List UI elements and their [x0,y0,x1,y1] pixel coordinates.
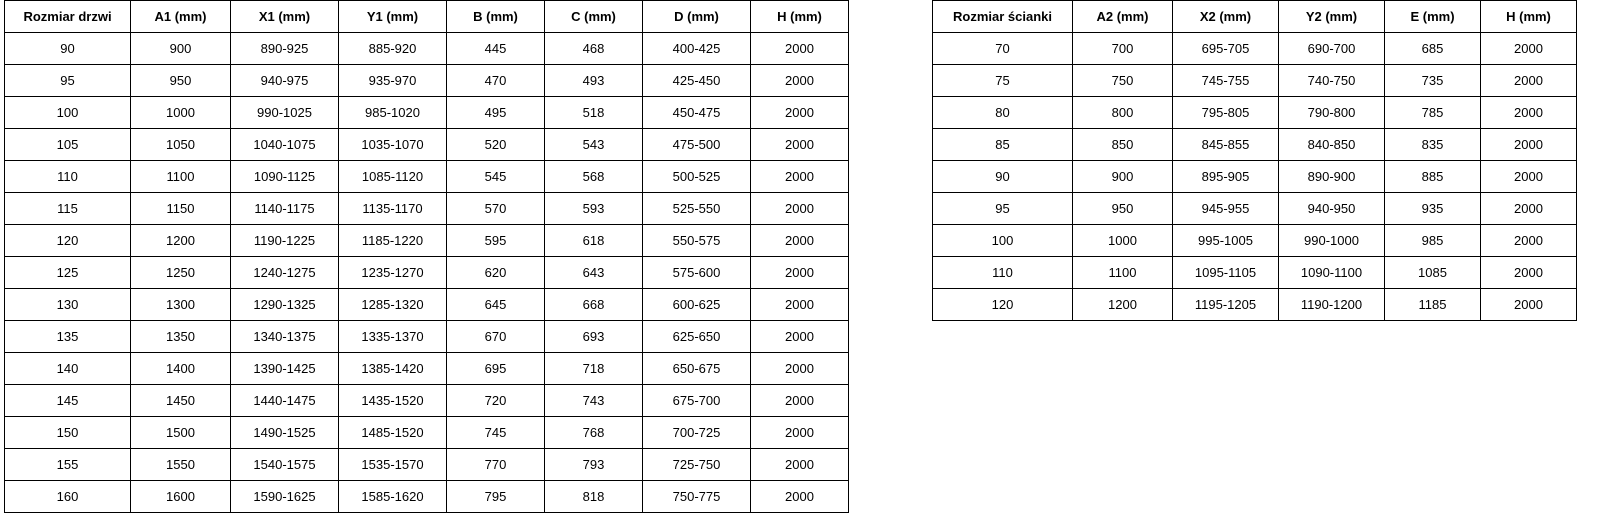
cell: 120 [5,225,131,257]
walls-dimension-table-container [932,0,1577,321]
cell: 2000 [751,97,849,129]
cell: 940-975 [231,65,339,97]
cell: 100 [5,97,131,129]
column-header-rozmiar-scianki: Rozmiar ścianki [933,1,1073,33]
cell: 818 [545,481,643,513]
table-row [5,417,849,449]
table-row [5,65,849,97]
table-row [5,481,849,513]
cell: 100 [933,225,1073,257]
cell: 985-1020 [339,97,447,129]
cell: 740-750 [1279,65,1385,97]
cell: 75 [933,65,1073,97]
cell: 593 [545,193,643,225]
cell: 1085 [1385,257,1481,289]
cell: 895-905 [1173,161,1279,193]
column-header-x2: X2 (mm) [1173,1,1279,33]
cell: 145 [5,385,131,417]
cell: 725-750 [643,449,751,481]
cell: 1140-1175 [231,193,339,225]
cell: 2000 [751,65,849,97]
cell: 2000 [751,449,849,481]
cell: 1190-1200 [1279,289,1385,321]
cell: 618 [545,225,643,257]
cell: 620 [447,257,545,289]
cell: 750 [1073,65,1173,97]
table-row [5,321,849,353]
column-header-d: D (mm) [643,1,751,33]
cell: 2000 [1481,161,1577,193]
doors-dimension-table-container [4,0,849,513]
cell: 543 [545,129,643,161]
cell: 2000 [751,33,849,65]
cell: 800 [1073,97,1173,129]
cell: 2000 [1481,33,1577,65]
cell: 140 [5,353,131,385]
cell: 600-625 [643,289,751,321]
table-row [933,225,1577,257]
cell: 525-550 [643,193,751,225]
cell: 2000 [751,353,849,385]
cell: 1095-1105 [1173,257,1279,289]
cell: 110 [5,161,131,193]
cell: 2000 [751,193,849,225]
cell: 795 [447,481,545,513]
cell: 700 [1073,33,1173,65]
cell: 1450 [131,385,231,417]
cell: 685 [1385,33,1481,65]
cell: 935-970 [339,65,447,97]
cell: 625-650 [643,321,751,353]
cell: 645 [447,289,545,321]
cell: 425-450 [643,65,751,97]
cell: 835 [1385,129,1481,161]
cell: 750-775 [643,481,751,513]
doors-table-body [5,33,849,513]
cell: 1100 [1073,257,1173,289]
cell: 493 [545,65,643,97]
cell: 1085-1120 [339,161,447,193]
cell: 520 [447,129,545,161]
cell: 518 [545,97,643,129]
column-header-y1: Y1 (mm) [339,1,447,33]
cell: 2000 [751,417,849,449]
cell: 985 [1385,225,1481,257]
cell: 125 [5,257,131,289]
cell: 1200 [1073,289,1173,321]
table-row [5,225,849,257]
cell: 1435-1520 [339,385,447,417]
cell: 500-525 [643,161,751,193]
cell: 150 [5,417,131,449]
cell: 1340-1375 [231,321,339,353]
table-row [5,193,849,225]
walls-dimension-table [932,0,1577,321]
cell: 1540-1575 [231,449,339,481]
cell: 1040-1075 [231,129,339,161]
cell: 1000 [131,97,231,129]
cell: 2000 [1481,225,1577,257]
cell: 1035-1070 [339,129,447,161]
cell: 650-675 [643,353,751,385]
column-header-a1: A1 (mm) [131,1,231,33]
cell: 1135-1170 [339,193,447,225]
cell: 885-920 [339,33,447,65]
cell: 1390-1425 [231,353,339,385]
cell: 90 [5,33,131,65]
cell: 790-800 [1279,97,1385,129]
cell: 80 [933,97,1073,129]
cell: 735 [1385,65,1481,97]
cell: 890-900 [1279,161,1385,193]
cell: 1090-1100 [1279,257,1385,289]
table-row [933,193,1577,225]
cell: 695-705 [1173,33,1279,65]
column-header-y2: Y2 (mm) [1279,1,1385,33]
cell: 595 [447,225,545,257]
cell: 935 [1385,193,1481,225]
cell: 160 [5,481,131,513]
cell: 745 [447,417,545,449]
cell: 468 [545,33,643,65]
table-row [933,129,1577,161]
table-row [5,257,849,289]
cell: 450-475 [643,97,751,129]
cell: 1290-1325 [231,289,339,321]
cell: 2000 [1481,289,1577,321]
cell: 1240-1275 [231,257,339,289]
column-header-x1: X1 (mm) [231,1,339,33]
cell: 120 [933,289,1073,321]
cell: 990-1025 [231,97,339,129]
table-row [933,161,1577,193]
cell: 545 [447,161,545,193]
cell: 670 [447,321,545,353]
cell: 890-925 [231,33,339,65]
table-row [933,97,1577,129]
cell: 2000 [751,385,849,417]
cell: 1400 [131,353,231,385]
cell: 1590-1625 [231,481,339,513]
table-row [5,449,849,481]
cell: 1250 [131,257,231,289]
walls-table-header [933,1,1577,33]
cell: 95 [933,193,1073,225]
cell: 400-425 [643,33,751,65]
cell: 1485-1520 [339,417,447,449]
cell: 1050 [131,129,231,161]
doors-table-header [5,1,849,33]
cell: 1600 [131,481,231,513]
cell: 2000 [751,289,849,321]
cell: 2000 [751,257,849,289]
cell: 570 [447,193,545,225]
cell: 845-855 [1173,129,1279,161]
cell: 1190-1225 [231,225,339,257]
cell: 990-1000 [1279,225,1385,257]
cell: 105 [5,129,131,161]
table-row [5,33,849,65]
cell: 690-700 [1279,33,1385,65]
table-row [5,385,849,417]
cell: 2000 [1481,129,1577,161]
cell: 470 [447,65,545,97]
cell: 1335-1370 [339,321,447,353]
column-header-h: H (mm) [751,1,849,33]
cell: 1235-1270 [339,257,447,289]
cell: 2000 [1481,97,1577,129]
cell: 1440-1475 [231,385,339,417]
cell: 1550 [131,449,231,481]
cell: 1350 [131,321,231,353]
cell: 840-850 [1279,129,1385,161]
cell: 700-725 [643,417,751,449]
cell: 940-950 [1279,193,1385,225]
cell: 643 [545,257,643,289]
cell: 2000 [751,321,849,353]
cell: 70 [933,33,1073,65]
column-header-rozmiar-drzwi: Rozmiar drzwi [5,1,131,33]
cell: 1385-1420 [339,353,447,385]
cell: 795-805 [1173,97,1279,129]
cell: 945-955 [1173,193,1279,225]
cell: 995-1005 [1173,225,1279,257]
table-row [5,161,849,193]
cell: 900 [1073,161,1173,193]
table-row [933,257,1577,289]
cell: 85 [933,129,1073,161]
cell: 1185-1220 [339,225,447,257]
cell: 1150 [131,193,231,225]
column-header-a2: A2 (mm) [1073,1,1173,33]
table-header-row [5,1,849,33]
column-header-b: B (mm) [447,1,545,33]
cell: 785 [1385,97,1481,129]
cell: 850 [1073,129,1173,161]
table-header-row [933,1,1577,33]
cell: 1000 [1073,225,1173,257]
cell: 1500 [131,417,231,449]
table-row [5,353,849,385]
cell: 575-600 [643,257,751,289]
cell: 90 [933,161,1073,193]
cell: 885 [1385,161,1481,193]
table-row [933,289,1577,321]
cell: 2000 [751,225,849,257]
cell: 2000 [1481,257,1577,289]
cell: 745-755 [1173,65,1279,97]
table-row [5,97,849,129]
column-header-c: C (mm) [545,1,643,33]
cell: 1200 [131,225,231,257]
cell: 900 [131,33,231,65]
cell: 1490-1525 [231,417,339,449]
cell: 693 [545,321,643,353]
cell: 718 [545,353,643,385]
cell: 720 [447,385,545,417]
column-header-h: H (mm) [1481,1,1577,33]
cell: 1195-1205 [1173,289,1279,321]
cell: 950 [131,65,231,97]
cell: 135 [5,321,131,353]
cell: 1300 [131,289,231,321]
cell: 743 [545,385,643,417]
cell: 768 [545,417,643,449]
doors-dimension-table [4,0,849,513]
cell: 1585-1620 [339,481,447,513]
cell: 1090-1125 [231,161,339,193]
cell: 1535-1570 [339,449,447,481]
table-row [933,33,1577,65]
cell: 550-575 [643,225,751,257]
cell: 2000 [751,481,849,513]
table-row [933,65,1577,97]
walls-table-body [933,33,1577,321]
cell: 445 [447,33,545,65]
cell: 668 [545,289,643,321]
cell: 115 [5,193,131,225]
cell: 130 [5,289,131,321]
table-row [5,289,849,321]
cell: 568 [545,161,643,193]
cell: 695 [447,353,545,385]
cell: 2000 [1481,65,1577,97]
cell: 1185 [1385,289,1481,321]
table-row [5,129,849,161]
cell: 2000 [1481,193,1577,225]
cell: 155 [5,449,131,481]
cell: 675-700 [643,385,751,417]
cell: 950 [1073,193,1173,225]
cell: 95 [5,65,131,97]
cell: 110 [933,257,1073,289]
cell: 495 [447,97,545,129]
cell: 793 [545,449,643,481]
cell: 770 [447,449,545,481]
cell: 2000 [751,161,849,193]
column-header-e: E (mm) [1385,1,1481,33]
cell: 475-500 [643,129,751,161]
cell: 2000 [751,129,849,161]
cell: 1285-1320 [339,289,447,321]
cell: 1100 [131,161,231,193]
